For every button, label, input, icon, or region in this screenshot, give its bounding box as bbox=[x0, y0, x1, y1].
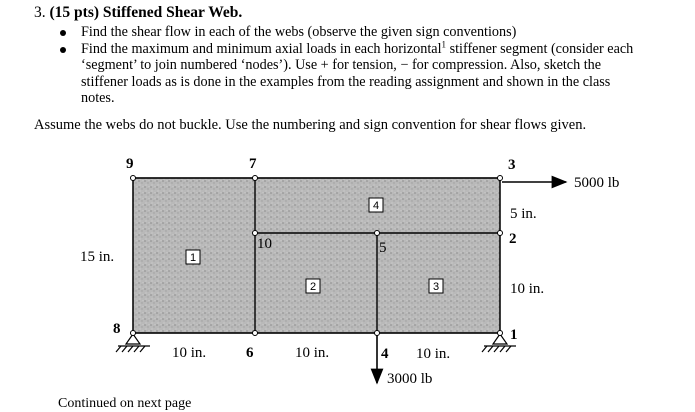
node-7: 7 bbox=[249, 156, 257, 172]
node-5: 5 bbox=[379, 240, 387, 256]
load-3000: 3000 lb bbox=[387, 371, 433, 387]
dim-bottom-left: 10 in. bbox=[172, 345, 207, 361]
web-box-1 bbox=[186, 250, 200, 264]
footnote-mark: 1 bbox=[441, 38, 447, 49]
node-2: 2 bbox=[509, 231, 517, 247]
web-box-4 bbox=[369, 198, 383, 212]
problem-title: (15 pts) Stiffened Shear Web. bbox=[49, 4, 243, 21]
load-5000: 5000 lb bbox=[574, 175, 620, 191]
assumption-text: Assume the webs do not buckle. Use the numbering and sign convention for shear flows given. bbox=[34, 117, 587, 133]
dim-right-upper: 5 in. bbox=[510, 206, 537, 222]
task-axial-loads: Find the maximum and minimum axial loads in each horizontal bbox=[81, 40, 442, 57]
dim-bottom-right: 10 in. bbox=[416, 346, 451, 362]
problem-number: 3. bbox=[34, 4, 46, 21]
svg-text:4: 4 bbox=[372, 200, 380, 212]
dim-left-height: 15 in. bbox=[80, 249, 115, 265]
continued-note: Continued on next page bbox=[58, 396, 192, 411]
dim-bottom-mid: 10 in. bbox=[295, 345, 330, 361]
web-box-3 bbox=[429, 279, 443, 293]
svg-text:2: 2 bbox=[309, 281, 317, 293]
node-10: 10 bbox=[257, 236, 272, 252]
svg-text:1: 1 bbox=[189, 252, 197, 264]
node-8: 8 bbox=[113, 321, 121, 337]
task-shear-flow: Find the shear flow in each of the webs (observe the given sign conventions) bbox=[81, 24, 517, 40]
web-box-2 bbox=[306, 279, 320, 293]
node-1: 1 bbox=[510, 327, 518, 343]
pin-support-8-icon bbox=[116, 334, 150, 352]
svg-text:3: 3 bbox=[432, 281, 440, 293]
node-9: 9 bbox=[126, 156, 134, 172]
node-3: 3 bbox=[508, 157, 516, 173]
dim-right-lower: 10 in. bbox=[510, 281, 545, 297]
node-6: 6 bbox=[246, 345, 254, 361]
task-axial-loads-cont: stiffener segment (consider each ‘segment’ to join numbered ‘nodes’). Use + for tension, − for compression. Also, sketch the stiffener loads as is done in the examples from the reading assignment and shown in the class notes. bbox=[81, 40, 634, 107]
node-4: 4 bbox=[381, 346, 389, 362]
